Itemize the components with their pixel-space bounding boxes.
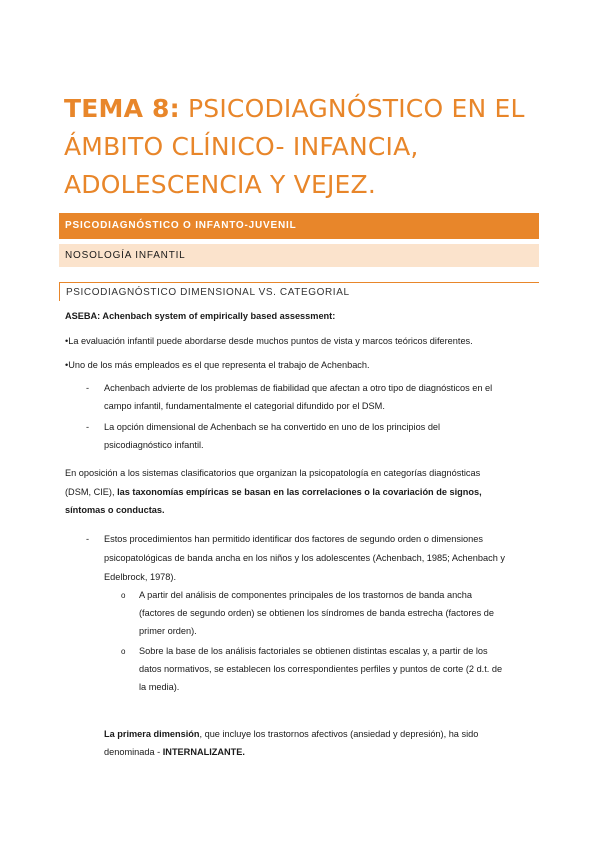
sub-item-2-line-2: datos normativos, se establecen los correspondientes perfiles y puntos de corte (2 d.t. de [139,664,503,674]
procedures-line-1: Estos procedimientos han permitido identificar dos factores de segundo orden o dimensiones [104,534,483,544]
first-dimension-line-2 [104,744,245,761]
dash-marker: - [86,422,90,432]
dash-item-2-line-1: La opción dimensional de Achenbach se ha convertido en uno de los principios del [104,422,441,432]
dash-item-1-line-2: campo infantil, fundamentalmente el categorial difundido por el DSM. [104,401,385,411]
first-dimension-line-2-normal: denominada - [104,747,163,757]
title-text: PSICODIAGNÓSTICO EN EL ÁMBITO CLÍNICO- INFANCIA, ADOLESCENCIA Y VEJEZ. [64,94,525,199]
opposition-line-3: síntomas o conductas. [65,505,165,515]
circle-bullet-icon: o [121,647,126,656]
aseba-heading: ASEBA: Achenbach system of empirically based assessment: [65,311,336,321]
paragraph-2: •Uno de los más empleados es el que representa el trabajo de Achenbach. [65,360,370,370]
dash-item-1-line-1: Achenbach advierte de los problemas de fiabilidad que afectan a otro tipo de diagnósticos en el [104,383,493,393]
sub-item-1-line-1: A partir del análisis de componentes principales de los trastornos de banda ancha [139,590,472,600]
heading-1-bar: PSICODIAGNÓSTICO O INFANTO-JUVENIL [59,213,539,239]
sub-item-1-line-3: primer orden). [139,626,197,636]
sub-item-1-line-2: (factores de segundo orden) se obtienen los síndromes de banda estrecha (factores de [139,608,494,618]
opposition-line-2-bold: las taxonomías empíricas se basan en las correlaciones o la covariación de signos, [117,487,482,497]
heading-3: PSICODIAGNÓSTICO DIMENSIONAL VS. CATEGORIAL [59,282,539,301]
title-number: TEMA 8: [64,94,180,123]
first-dimension-line-2-bold: INTERNALIZANTE. [162,747,245,757]
circle-bullet-icon: o [121,591,126,600]
procedures-line-2: psicopatológicas de banda ancha en los niños y los adolescentes (Achenbach, 1985; Achenbach y [104,553,505,563]
sub-item-2-line-1: Sobre la base de los análisis factoriales se obtienen distintas escalas y, a partir de los [139,646,488,656]
first-dimension-bold: La primera dimensión [104,729,200,739]
opposition-line-2-normal: (DSM, CIE), [65,487,118,497]
procedures-line-3: Edelbrock, 1978). [104,572,177,582]
opposition-line-2 [65,484,482,501]
first-dimension-normal: , que incluye los trastornos afectivos (ansiedad y depresión), ha sido [199,729,479,739]
page-title [64,90,554,204]
dash-item-2-line-2: psicodiagnóstico infantil. [104,440,204,450]
paragraph-1: •La evaluación infantil puede abordarse desde muchos puntos de vista y marcos teóricos diferentes. [65,336,473,346]
first-dimension-line-1 [104,726,478,743]
dash-marker: - [86,383,90,393]
dash-marker: - [86,534,90,544]
opposition-line-1: En oposición a los sistemas clasificatorios que organizan la psicopatología en categorías diagnósticas [65,468,481,478]
sub-item-2-line-3: la media). [139,682,180,692]
heading-2-bar: NOSOLOGÍA INFANTIL [59,244,539,267]
